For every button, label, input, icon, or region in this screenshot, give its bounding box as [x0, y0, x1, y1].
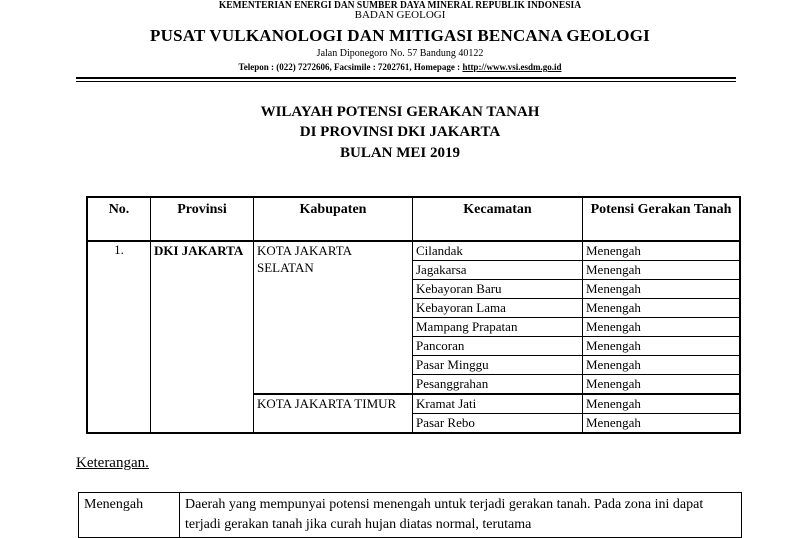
ministry-name: KEMENTERIAN ENERGI DAN SUMBER DAYA MINERAL REPUBLIK INDONESIA — [218, 0, 582, 11]
header-potensi: Potensi Gerakan Tanah — [583, 197, 741, 241]
potensi-cell: Menengah — [583, 337, 741, 356]
kecamatan-cell: Pasar Minggu — [413, 356, 583, 375]
kecamatan-cell: Pasar Rebo — [413, 414, 583, 434]
header-kecamatan: Kecamatan — [413, 197, 583, 241]
header-no: No. — [87, 197, 151, 241]
kecamatan-cell: Pancoran — [413, 337, 583, 356]
header-provinsi: Provinsi — [151, 197, 254, 241]
legend-heading: Keterangan. — [76, 455, 149, 471]
document-period: BULAN MEI 2019 — [339, 145, 460, 161]
legend-term: Menengah — [79, 493, 180, 538]
potensi-cell: Menengah — [583, 280, 741, 299]
table-body — [87, 241, 740, 433]
potensi-cell: Menengah — [583, 299, 741, 318]
kabupaten-cell: KOTA JAKARTA TIMUR — [254, 394, 413, 433]
homepage-link[interactable]: http://www.vsi.esdm.go.id — [462, 62, 562, 72]
table-row — [87, 241, 740, 261]
letterhead-rule-thick — [76, 77, 736, 79]
legend-row — [79, 493, 742, 538]
kabupaten-cell: KOTA JAKARTA SELATAN — [254, 241, 413, 394]
center-name: PUSAT VULKANOLOGI DAN MITIGASI BENCANA GEOLOGI — [150, 26, 650, 45]
row-number: 1. — [87, 241, 151, 433]
kecamatan-cell: Mampang Prapatan — [413, 318, 583, 337]
potensi-cell: Menengah — [583, 375, 741, 395]
table-header-row — [87, 197, 740, 241]
kecamatan-cell: Kramat Jati — [413, 394, 583, 414]
header-kabupaten: Kabupaten — [254, 197, 413, 241]
kecamatan-cell: Jagakarsa — [413, 261, 583, 280]
address-line: Jalan Diponegoro No. 57 Bandung 40122 — [316, 48, 484, 59]
contact-line — [0, 62, 800, 72]
letterhead-rule-thin — [76, 81, 736, 82]
document-subtitle: DI PROVINSI DKI JAKARTA — [299, 124, 501, 140]
potensi-cell: Menengah — [583, 318, 741, 337]
document-title: WILAYAH POTENSI GERAKAN TANAH — [260, 104, 540, 120]
legend-table — [78, 492, 742, 538]
potensi-cell: Menengah — [583, 261, 741, 280]
provinsi-cell: DKI JAKARTA — [151, 241, 254, 433]
potential-table — [86, 196, 741, 434]
agency-name: BADAN GEOLOGI — [354, 9, 446, 21]
potensi-cell: Menengah — [583, 414, 741, 434]
kecamatan-cell: Kebayoran Baru — [413, 280, 583, 299]
potensi-cell: Menengah — [583, 394, 741, 414]
kecamatan-cell: Kebayoran Lama — [413, 299, 583, 318]
potensi-cell: Menengah — [583, 241, 741, 261]
kecamatan-cell: Cilandak — [413, 241, 583, 261]
contact-text: Telepon : (022) 7272606, Facsimile : 7202761, Homepage : — [238, 62, 463, 72]
kecamatan-cell: Pesanggrahan — [413, 375, 583, 395]
legend-description: Daerah yang mempunyai potensi menengah untuk terjadi gerakan tanah. Pada zona ini dapat terjadi gerakan tanah jika curah hujan diatas normal, terutama — [180, 493, 742, 538]
potensi-cell: Menengah — [583, 356, 741, 375]
